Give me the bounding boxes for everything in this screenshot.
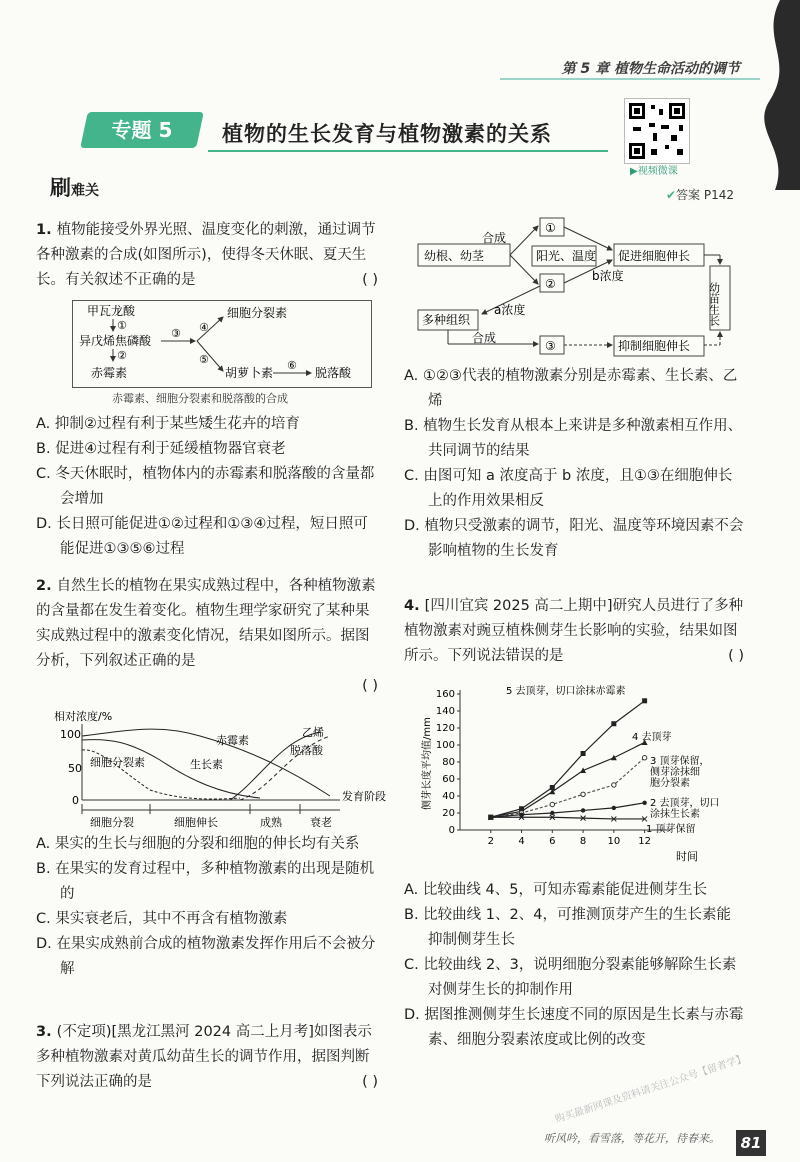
q2-option-c[interactable]: C. 果实衰老后，其中不再含有植物激素: [36, 911, 288, 927]
chapter-header: 第 5 章 植物生命活动的调节: [561, 61, 740, 77]
q3-option-a[interactable]: A. ①②③代表的植物激素分别是赤霉素、生长素、乙烯: [404, 368, 738, 409]
q4-series-label: 1 顶芽保留: [646, 824, 696, 835]
footer-poem: 听风吟，看雪落，等花开，待春来。: [544, 1132, 720, 1145]
q1-option-a[interactable]: A. 抑制②过程有利于某些矮生花卉的培育: [36, 416, 300, 432]
label-auxin: 生长素: [190, 758, 223, 771]
node-grow: 幼苗生长: [707, 282, 721, 326]
q4-series-label: 3 顶芽保留，侧芽涂抹细胞分裂素: [650, 756, 710, 789]
q4-ytick-label: 60: [442, 774, 455, 785]
node-young: 幼根、幼茎: [424, 249, 485, 263]
q4-xlabel: 时间: [676, 850, 698, 863]
node-mevalonate: 甲瓦龙酸: [87, 304, 136, 318]
q4-ytick-label: 40: [442, 791, 455, 802]
q2-chart: [40, 710, 386, 830]
q4-series-label: 2 去顶芽，切口涂抹生长素: [650, 798, 720, 820]
q4-series-line: [491, 803, 645, 817]
label-gibberellin: 赤霉素: [216, 734, 249, 747]
node-aba: 脱落酸: [315, 366, 352, 380]
brush-decoration: [720, 0, 800, 190]
q4-xtick-label: 4: [518, 836, 525, 847]
topic-underline: [208, 150, 608, 152]
q4-series-line: [491, 701, 645, 817]
node-promote: 促进细胞伸长: [618, 249, 691, 263]
node-carotene: 胡萝卜素: [225, 366, 274, 380]
q1-options: [36, 412, 378, 562]
watermark: 购买最新网课及资料请关注公众号【留者学】: [553, 1053, 748, 1126]
svg-text:③: ③: [171, 327, 181, 340]
node-cytokinin: 细胞分裂素: [227, 306, 288, 320]
topic-title: 植物的生长发育与植物激素的关系: [222, 122, 552, 146]
q1-option-b[interactable]: B. 促进④过程有利于延缓植物器官衰老: [36, 441, 286, 457]
stage-elongation: 细胞伸长: [174, 816, 218, 829]
svg-text:②: ②: [117, 349, 127, 362]
svg-text:⑤: ⑤: [199, 353, 209, 366]
q3-option-b[interactable]: B. 植物生长发育从根本上来讲是多种激素相互作用、共同调节的结果: [404, 418, 743, 459]
q4-point: [550, 802, 554, 806]
q2-ylabel: 相对浓度/%: [54, 710, 113, 723]
q4-point: [611, 721, 616, 726]
q4-xtick-label: 6: [549, 836, 556, 847]
q1-option-d[interactable]: D. 长日照可能促进①②过程和①③④过程，短日照可能促进①③⑤⑥过程: [36, 516, 368, 557]
svg-text:①: ①: [545, 221, 556, 235]
node-inhibit: 抑制细胞伸长: [618, 339, 691, 353]
q4-option-c[interactable]: C. 比较曲线 2、3，说明细胞分裂素能够解除生长素对侧芽生长的抑制作用: [404, 957, 737, 998]
q2-option-a[interactable]: A. 果实的生长与细胞的分裂和细胞的伸长均有关系: [36, 836, 360, 852]
q3-options: [404, 364, 744, 564]
topic-badge: 专题 5: [80, 112, 204, 148]
node-gibberellin: 赤霉素: [91, 366, 128, 380]
q3-option-c[interactable]: C. 由图可知 a 浓度高于 b 浓度，且①③在细胞伸长上的作用效果相反: [404, 468, 733, 509]
q2-options: [36, 832, 378, 982]
q2-xlabel: 发育阶段: [342, 790, 386, 803]
q4-series-label: 5 去顶芽，切口涂抹赤霉素: [506, 686, 626, 697]
svg-text:合成: 合成: [472, 331, 497, 345]
q4-series-label: 4 去顶芽: [632, 732, 672, 743]
q4-xtick-label: 2: [487, 836, 494, 847]
q4-options: [404, 878, 744, 1053]
q4-chart: [410, 682, 750, 872]
svg-text:合成: 合成: [482, 231, 507, 245]
q4-ytick-label: 100: [435, 740, 455, 751]
qr-code-icon[interactable]: [624, 98, 690, 164]
q4-point: [642, 801, 646, 805]
svg-text:b浓度: b浓度: [592, 269, 624, 283]
q2-ytick-50: 50: [68, 762, 82, 775]
q4-point: [612, 806, 616, 810]
q4-xtick-label: 12: [638, 836, 651, 847]
q4-ytick-label: 20: [442, 808, 455, 819]
q4-point: [612, 783, 616, 787]
q4-option-d[interactable]: D. 据图推测侧芽生长速度不同的原因是生长素与赤霉素、细胞分裂素浓度或比例的改变: [404, 1007, 744, 1048]
q3-option-d[interactable]: D. 植物只受激素的调节，阳光、温度等环境因素不会影响植物的生长发育: [404, 518, 744, 559]
answer-ref: ✔答案 P142: [665, 188, 734, 202]
svg-text:④: ④: [199, 321, 209, 334]
q4-xtick-label: 10: [607, 836, 621, 847]
q4-ytick-label: 160: [435, 689, 455, 700]
q4-point: [550, 811, 554, 815]
q2-stem: 2. 自然生长的植物在果实成熟过程中，各种植物激素的含量都在发生着变化。植物生理学家研究了某种果实成熟过程中的激素变化情况，结果如图所示。据图分析，下列叙述正确的是 ( ): [36, 578, 378, 694]
q2-option-b[interactable]: B. 在果实的发育过程中，多种植物激素的出现是随机的: [36, 861, 375, 902]
node-multi: 多种组织: [422, 313, 471, 327]
q4-ytick-label: 80: [442, 757, 455, 768]
q4-point: [642, 698, 647, 703]
stage-mature: 成熟: [260, 816, 282, 829]
q1-caption: 赤霉素、细胞分裂素和脱落酸的合成: [112, 392, 288, 405]
stage-senescence: 衰老: [310, 816, 332, 829]
label-ethylene: 乙烯: [302, 726, 324, 739]
q4-point: [611, 755, 617, 761]
q4-point: [581, 792, 585, 796]
q4-series-line: [491, 758, 645, 818]
svg-text:①: ①: [117, 319, 127, 332]
q4-series-line: [491, 817, 645, 819]
q1-stem: 1. 植物能接受外界光照、温度变化的刺激，通过调节各种激素的合成(如图所示)，使得冬天休眠、夏天生长。有关叙述不正确的是 ( ): [36, 222, 378, 288]
node-ipp: 异戊烯焦磷酸: [79, 334, 152, 348]
q1-option-c[interactable]: C. 冬天休眠时，植物体内的赤霉素和脱落酸的含量都会增加: [36, 466, 375, 507]
section-title: 刷难关: [50, 176, 99, 200]
q4-ytick-label: 0: [448, 825, 455, 836]
q4-ytick-label: 120: [435, 723, 455, 734]
svg-text:a浓度: a浓度: [494, 303, 526, 317]
q2-ytick-100: 100: [60, 728, 81, 741]
q4-stem: 4. [四川宜宾 2025 高二上期中]研究人员进行了多种植物激素对豌豆植株侧芽生长影响的实验，结果如图所示。下列说法错误的是 ( ): [404, 598, 744, 664]
q3-diagram: [412, 214, 742, 364]
q4-xtick-label: 8: [579, 836, 587, 847]
stage-division: 细胞分裂: [90, 816, 134, 829]
q4-option-a[interactable]: A. 比较曲线 4、5，可知赤霉素能促进侧芽生长: [404, 882, 707, 898]
q4-option-b[interactable]: B. 比较曲线 1、2、4，可推测顶芽产生的生长素能抑制侧芽生长: [404, 907, 731, 948]
label-cytokinin: 细胞分裂素: [90, 756, 145, 769]
q1-diagram: [72, 300, 372, 388]
svg-text:③: ③: [545, 339, 556, 353]
q4-ylabel: 侧芽长度平均值/mm: [422, 717, 433, 810]
q2-ytick-0: 0: [72, 794, 79, 807]
q2-option-d[interactable]: D. 在果实成熟前合成的植物激素发挥作用后不会被分解: [36, 936, 376, 977]
chapter-divider: [500, 78, 760, 80]
label-aba: 脱落酸: [290, 744, 323, 757]
q4-point: [581, 808, 585, 812]
q4-ytick-label: 140: [435, 706, 455, 717]
q3-stem: 3. (不定项)[黑龙江黑河 2024 高二上月考]如图表示多种植物激素对黄瓜幼苗生长的调节作用，据图判断下列说法正确的是 ( ): [36, 1024, 378, 1090]
svg-text:②: ②: [545, 277, 556, 291]
svg-text:⑥: ⑥: [287, 359, 297, 372]
q4-point: [642, 756, 646, 760]
node-light: 阳光、温度: [536, 249, 597, 263]
page-number: 81: [736, 1130, 766, 1156]
q4-point: [581, 751, 586, 756]
video-lesson-label[interactable]: ▶视频微课: [630, 166, 678, 177]
